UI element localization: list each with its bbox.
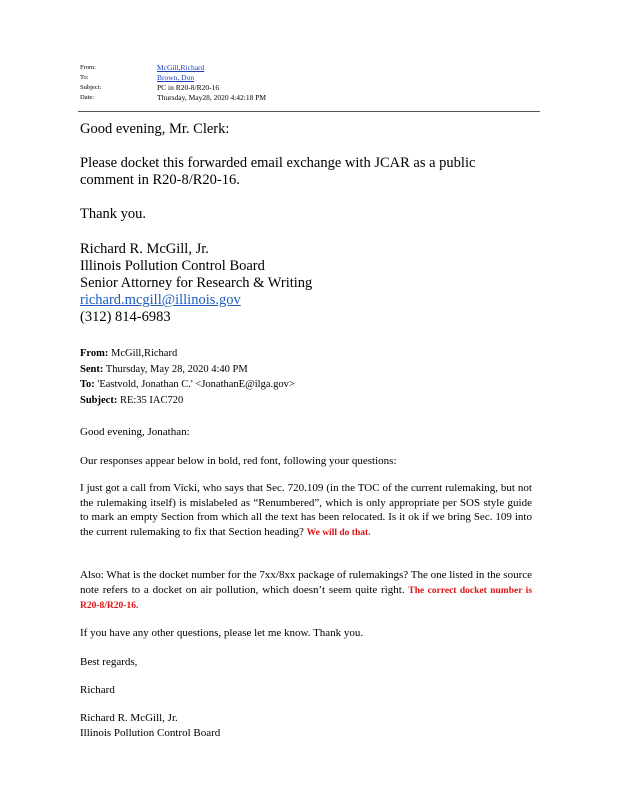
reply-signature-org: Illinois Pollution Control Board: [80, 727, 221, 739]
forwarded-from: [80, 348, 177, 359]
reply-intro: Our responses appear below in bold, red font, following your questions:: [80, 455, 397, 467]
header-to-value[interactable]: Brown, Don: [157, 73, 195, 82]
header-from-value[interactable]: McGill,Richard: [157, 63, 205, 72]
reply-answer-2: The correct docket number is R20-8/R20-16.: [80, 585, 533, 611]
message-body-line1: Please docket this forwarded email exchange with JCAR as a public: [80, 155, 476, 171]
header-divider: [78, 111, 540, 112]
forwarded-subject: [80, 395, 183, 406]
reply-greeting: Good evening, Jonathan:: [80, 426, 190, 438]
forwarded-sent: [80, 364, 248, 375]
forwarded-to-value: 'Eastvold, Jonathan C.' <JonathanE@ilga.gov>: [97, 379, 295, 390]
message-greeting: Good evening, Mr. Clerk:: [80, 121, 230, 137]
signature-phone: (312) 814-6983: [80, 309, 171, 325]
signature-name: Richard R. McGill, Jr.: [80, 241, 209, 257]
forwarded-from-value: McGill,Richard: [111, 348, 178, 359]
forwarded-to: [80, 379, 295, 390]
reply-closing-question: If you have any other questions, please let me know. Thank you.: [80, 627, 364, 639]
header-date-label: Date:: [80, 94, 95, 101]
reply-signature-name: Richard R. McGill, Jr.: [80, 712, 178, 724]
header-to-label: To:: [80, 74, 89, 81]
signature-title: Senior Attorney for Research & Writing: [80, 275, 313, 291]
message-thanks: Thank you.: [80, 206, 147, 222]
signature-email-link[interactable]: richard.mcgill@illinois.gov: [80, 292, 241, 308]
forwarded-to-label: To:: [80, 379, 95, 390]
reply-paragraph-2: [80, 568, 532, 614]
header-date-value: Thursday, May28, 2020 4:42:18 PM: [157, 93, 267, 102]
reply-paragraph-1: [80, 481, 532, 540]
reply-paragraph-1-text: I just got a call from Vicki, who says that Sec. 720.109 (in the TOC of the current rulemaking, but not the rulemaking itself) is mislabeled as “Renumbered”, which is only appropriate per SOS style guide to mark an empty Section from which all the text has been relocated. Is it ok if we bring Sec. 109 into the current rulemaking to fix that Section heading?: [80, 482, 532, 538]
header-subject-label: Subject:: [80, 84, 102, 91]
header-subject-value: PC in R20-8/R20-16: [157, 83, 220, 92]
forwarded-sent-label: Sent:: [80, 364, 104, 375]
header-from-label: From:: [80, 64, 96, 71]
reply-paragraph-2-text: Also: What is the docket number for the 7xx/8xx package of rulemakings? The one listed in the source note refers to a docket on air pollution, which doesn’t seem quite right.: [80, 569, 532, 596]
forwarded-subject-value: RE:35 IAC720: [119, 395, 184, 406]
reply-name: Richard: [80, 684, 115, 696]
forwarded-sent-value: Thursday, May 28, 2020 4:40 PM: [105, 364, 248, 375]
forwarded-from-label: From:: [80, 348, 109, 359]
reply-answer-1: We will do that.: [306, 527, 371, 538]
message-body-line2: comment in R20-8/R20-16.: [80, 172, 240, 188]
forwarded-subject-label: Subject:: [80, 395, 118, 406]
reply-regards: Best regards,: [80, 656, 138, 668]
signature-org: Illinois Pollution Control Board: [80, 258, 265, 274]
